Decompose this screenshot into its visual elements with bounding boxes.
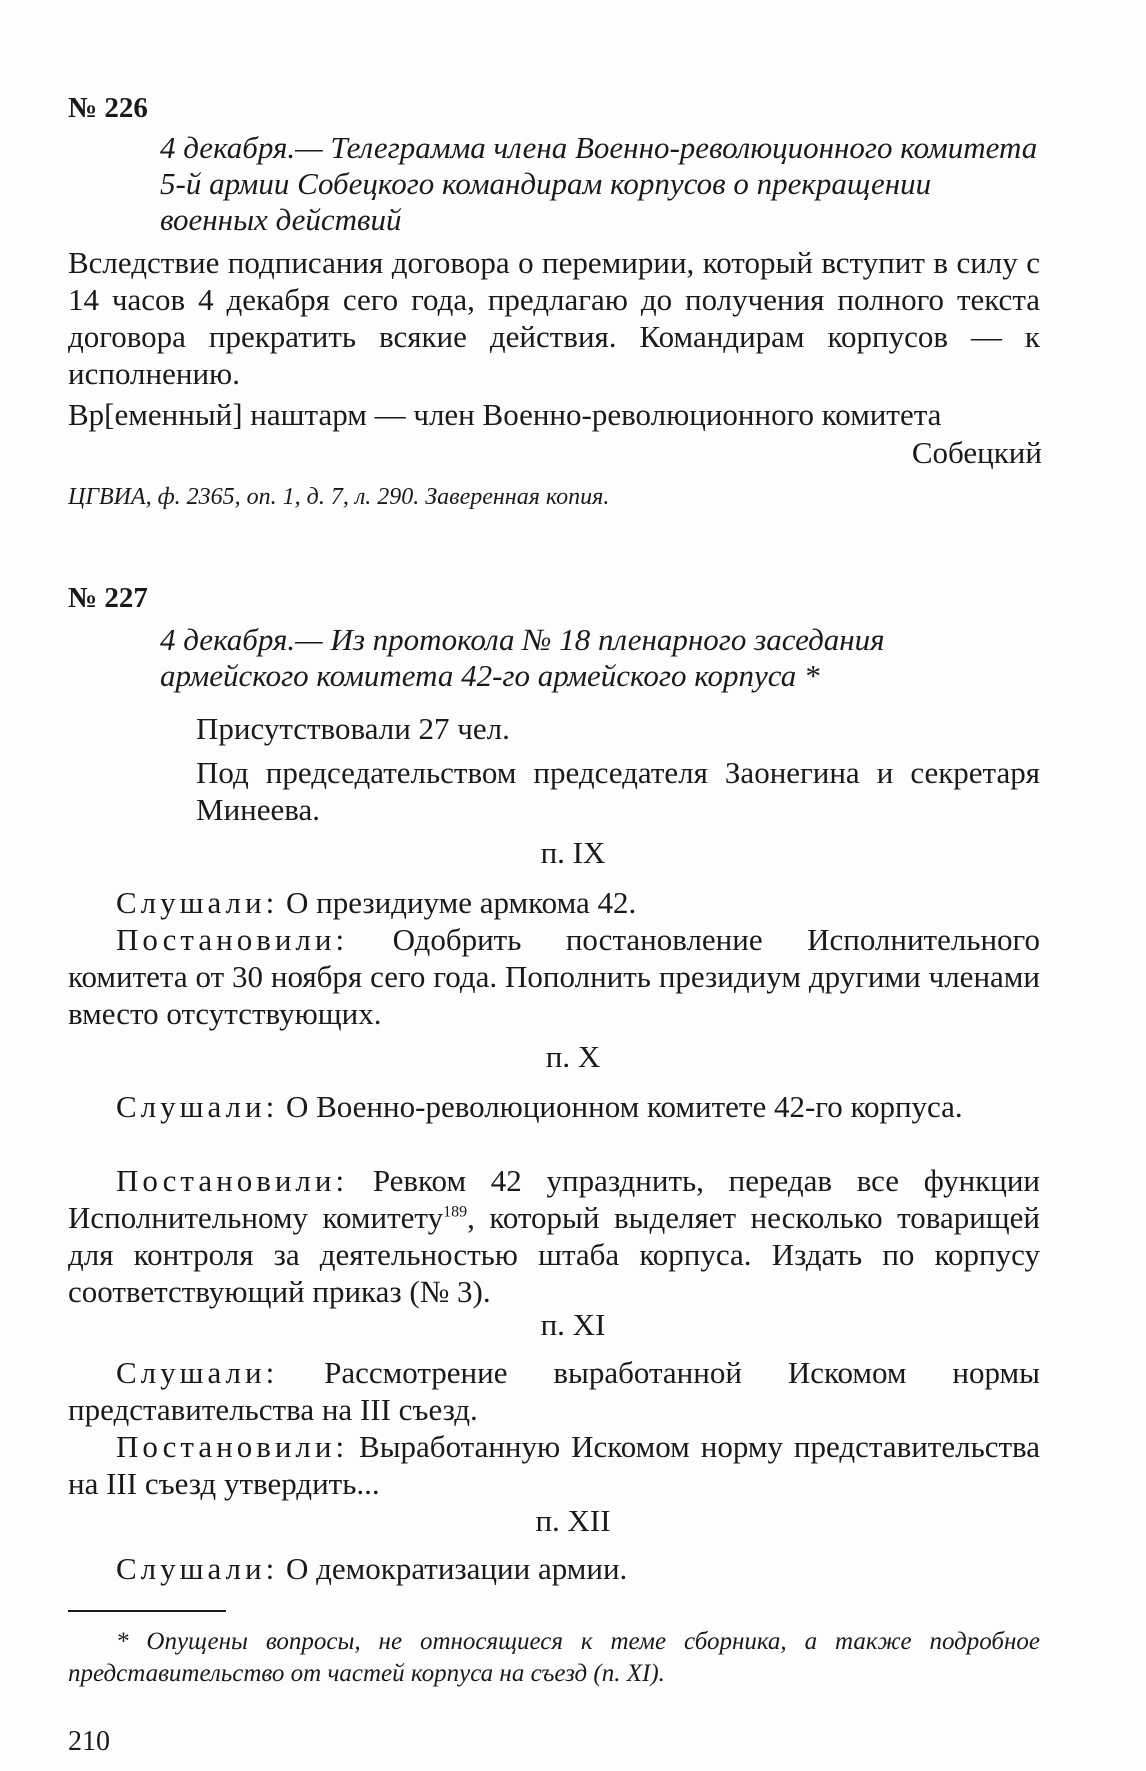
item-ix-decided: [68, 921, 1040, 1032]
doc226-source: ЦГВИА, ф. 2365, оп. 1, д. 7, л. 290. Заверенная копия.: [68, 484, 610, 510]
decided-label: Постановили:: [116, 922, 349, 957]
item-ix-heard: [68, 884, 1040, 921]
item-x-heard: [68, 1088, 1040, 1125]
decided-text-b: , который выделяет несколько товарищей для контроля за деятельностью штаба корпуса. Издать по корпусу соответствующий приказ (№ 3).: [68, 1200, 1041, 1309]
item-xi-heard: [68, 1354, 1040, 1428]
doc226-heading: 4 декабря.— Телеграмма члена Военно-революционного комитета 5-й армии Собецкого командирам корпусов о прекращении военных действий: [160, 130, 1038, 237]
page-number: 210: [68, 1726, 110, 1757]
doc226-signature-name: Собецкий: [911, 435, 1042, 470]
doc227-present: Присутствовали 27 чел.: [196, 711, 510, 746]
doc226-number: № 226: [68, 92, 148, 124]
heard-text: О президиуме армкома 42.: [285, 885, 637, 920]
heard-text: О демократизации армии.: [285, 1551, 628, 1586]
decided-text: Выработанную Искомом норму представительства на III съезд утвердить...: [68, 1429, 1041, 1501]
item-ix-title: п. IX: [540, 835, 606, 870]
heard-label: Слушали:: [116, 1551, 279, 1586]
footnote: * Опущены вопросы, не относящиеся к теме сборника, а также подробное представительство от частей корпуса на съезд (п. XI).: [68, 1628, 1040, 1687]
item-xii-title: п. XII: [535, 1503, 611, 1538]
heard-label: Слушали:: [116, 1089, 279, 1124]
note-ref: 189: [443, 1203, 468, 1221]
decided-label: Постановили:: [116, 1429, 349, 1464]
item-xi-title: п. XI: [540, 1307, 606, 1342]
item-xi-decided: [68, 1428, 1040, 1502]
doc226-signature-line: Вр[еменный] наштарм — член Военно-революционного комитета: [68, 397, 942, 432]
item-x-title: п. X: [545, 1039, 601, 1074]
doc227-chair: Под председательством председателя Заонегина и секретаря Минеева.: [196, 755, 1040, 827]
doc227-heading: 4 декабря.— Из протокола № 18 пленарного заседания армейского комитета 42-го армейского корпуса *: [160, 622, 885, 693]
heard-text: О Военно-революционном комитете 42-го корпуса.: [285, 1089, 963, 1124]
decided-text-a: Ревком 42 упразднить, передав все функции Исполнительному комитету: [68, 1163, 1041, 1235]
item-x-decided: [68, 1162, 1040, 1310]
footnote-rule: [68, 1610, 226, 1612]
decided-text: Одобрить постановление Исполнительного комитета от 30 ноября сего года. Пополнить президиум другими членами вместо отсутствующих.: [68, 922, 1041, 1031]
heard-label: Слушали:: [116, 885, 279, 920]
decided-label: Постановили:: [116, 1163, 349, 1198]
doc226-body: Вследствие подписания договора о перемирии, который вступит в силу с 14 часов 4 декабря сего года, предлагаю до получения полного текста договора прекратить всякие действия. Командирам корпусов — к исполнению.: [68, 245, 1040, 391]
item-xii-heard: [68, 1550, 1040, 1587]
heard-label: Слушали:: [116, 1355, 279, 1390]
heard-text: Рассмотрение выработанной Искомом нормы представительства на III съезд.: [68, 1355, 1040, 1427]
doc227-number: № 227: [68, 582, 148, 614]
